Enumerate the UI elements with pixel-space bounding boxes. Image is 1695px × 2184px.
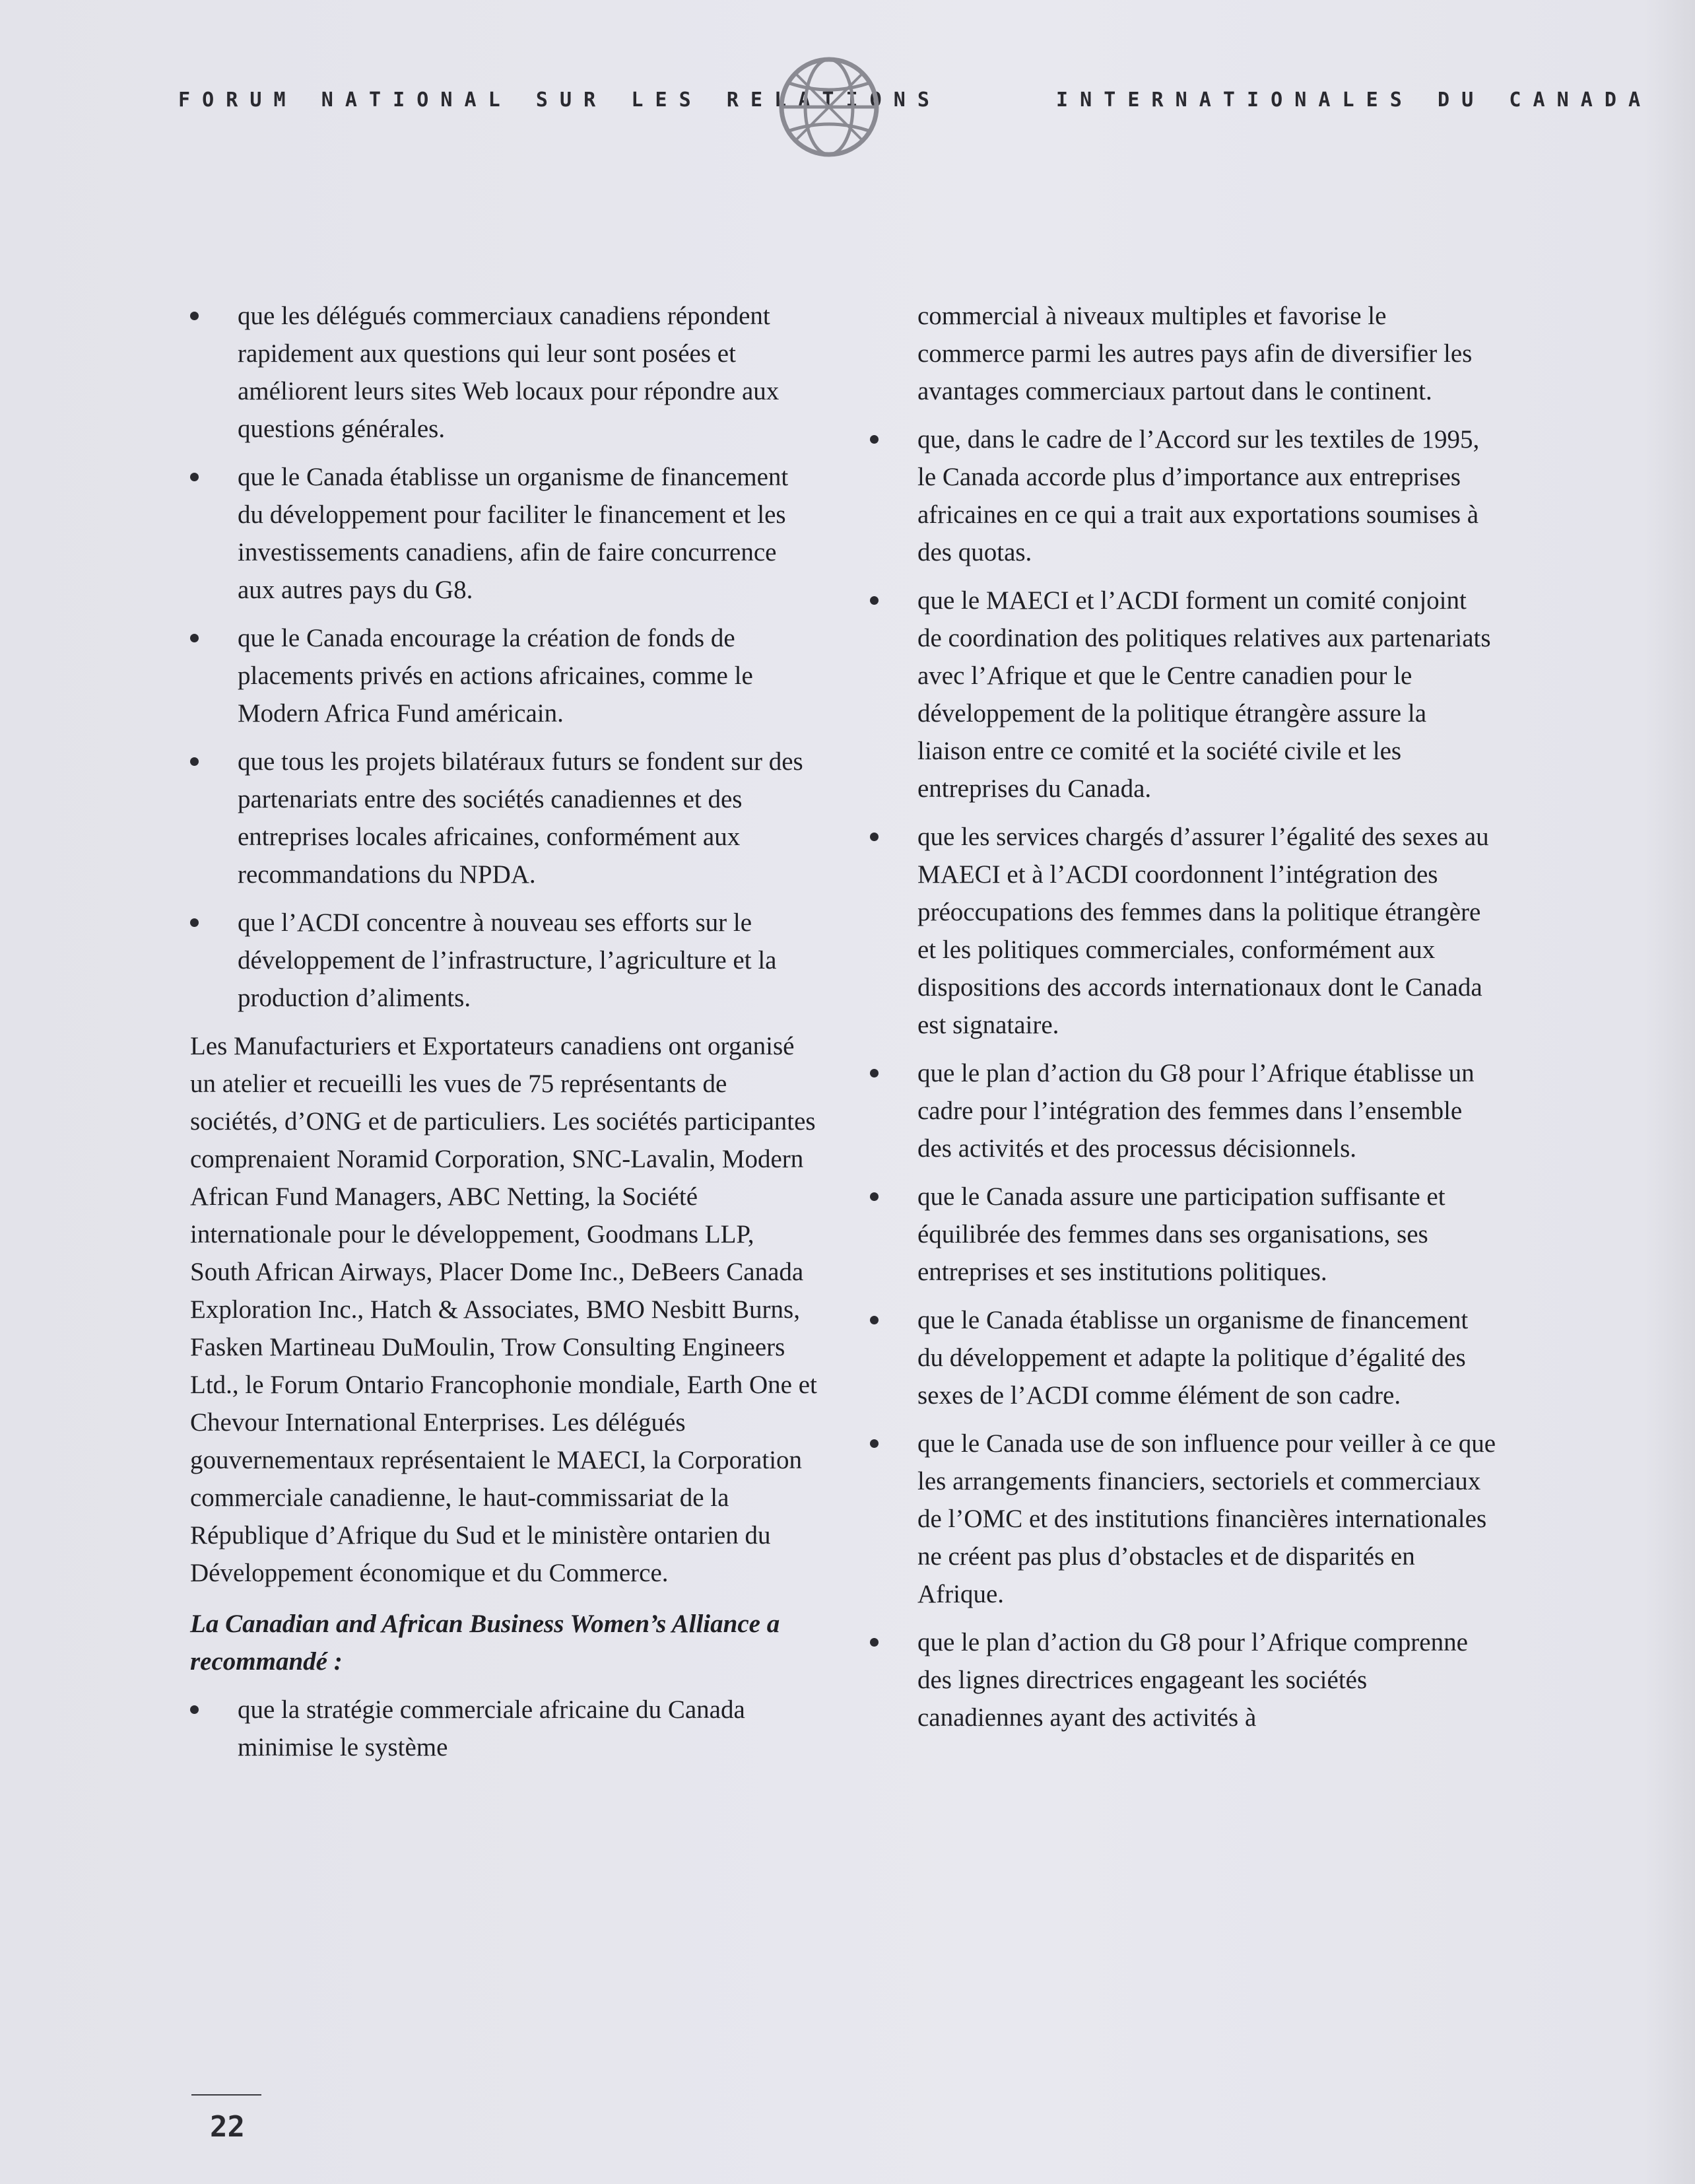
list-item: que le plan d’action du G8 pour l’Afrique établisse un cadre pour l’intégration des femmes dans l’ensemble des activités et des processus décisionnels. xyxy=(870,1054,1497,1167)
recommendation-list xyxy=(190,297,817,1017)
bullet-icon xyxy=(870,596,879,605)
bullet-icon xyxy=(870,1069,879,1077)
recommendation-list xyxy=(870,421,1497,1736)
right-column xyxy=(870,297,1497,1747)
bullet-icon xyxy=(190,473,199,481)
list-item: que les services chargés d’assurer l’égalité des sexes au MAECI et à l’ACDI coordonnent l’intégration des préoccupations des femmes dans la politique étrangère et les politiques commerciales, conformément aux dispositions des accords internationaux dont le Canada est signataire. xyxy=(870,818,1497,1044)
list-item: que le Canada assure une participation suffisante et équilibrée des femmes dans ses organisations, ses entreprises et ses institutions politiques. xyxy=(870,1178,1497,1291)
body-paragraph: Les Manufacturiers et Exportateurs canadiens ont organisé un atelier et recueilli les vues de 75 représentants de sociétés, d’ONG et de particuliers. Les sociétés participantes comprenaient Noramid Corporation, SNC-Lavalin, Modern African Fund Managers, ABC Netting, la Société internationale pour le développement, Goodmans LLP, South African Airways, Placer Dome Inc., DeBeers Canada Exploration Inc., Hatch & Associates, BMO Nesbitt Burns, Fasken Martineau DuMoulin, Trow Consulting Engineers Ltd., le Forum Ontario Francophonie mondiale, Earth One et Chevour International Enterprises. Les délégués gouvernementaux représentaient le MAECI, la Corporation commerciale canadienne, le haut-commissariat de la République d’Afrique du Sud et le ministère ontarien du Développement économique et du Commerce. xyxy=(190,1032,817,1587)
bullet-icon xyxy=(190,634,199,642)
list-item: que le Canada use de son influence pour veiller à ce que les arrangements financiers, sectoriels et commerciaux de l’OMC et des institutions financières internationales ne créent pas plus d’obstacles et de disparités en Afrique. xyxy=(870,1425,1497,1613)
left-column xyxy=(190,297,817,1777)
continued-text: commercial à niveaux multiples et favorise le commerce parmi les autres pays afin de diversifier les avantages commerciaux partout dans le continent. xyxy=(917,302,1473,405)
bullet-icon xyxy=(190,757,199,766)
header-right-text: I N T E R N A T I O N A L E S D U C A N A D A xyxy=(1056,88,1641,112)
bullet-icon xyxy=(870,1439,879,1448)
list-item: que la stratégie commerciale africaine du Canada minimise le système xyxy=(190,1691,817,1766)
list-item: que tous les projets bilatéraux futurs se fondent sur des partenariats entre des sociétés canadiennes et des entreprises locales africaines, conformément aux recommandations du NPDA. xyxy=(190,743,817,893)
list-item: que le MAECI et l’ACDI forment un comité conjoint de coordination des politiques relatives aux partenariats avec l’Afrique et que le Centre canadien pour le développement de la politique étrangère assure la liaison entre ce comité et la société civile et les entreprises du Canada. xyxy=(870,582,1497,807)
recommendation-list xyxy=(190,1691,817,1766)
list-item: que le Canada établisse un organisme de financement du développement pour faciliter le financement et les investissements canadiens, afin de faire concurrence aux autres pays du G8. xyxy=(190,458,817,609)
list-item: que les délégués commerciaux canadiens répondent rapidement aux questions qui leur sont posées et améliorent leurs sites Web locaux pour répondre aux questions générales. xyxy=(190,297,817,448)
section-heading: La Canadian and African Business Women’s Alliance a recommandé : xyxy=(190,1610,780,1676)
list-item: que l’ACDI concentre à nouveau ses efforts sur le développement de l’infrastructure, l’agriculture et la production d’aliments. xyxy=(190,904,817,1017)
bullet-icon xyxy=(870,1316,879,1324)
bullet-icon xyxy=(190,312,199,320)
header-left-text: F O R U M N A T I O N A L S U R L E S R E L A T I O N S xyxy=(178,88,929,112)
list-item: que le Canada établisse un organisme de financement du développement et adapte la politique d’égalité des sexes de l’ACDI comme élément de son cadre. xyxy=(870,1301,1497,1414)
page-number: 22 xyxy=(210,2110,245,2144)
list-item: que le plan d’action du G8 pour l’Afrique comprenne des lignes directrices engageant les sociétés canadiennes ayant des activités à xyxy=(870,1623,1497,1736)
bullet-icon xyxy=(190,1705,199,1714)
list-item: que le Canada encourage la création de fonds de placements privés en actions africaines, comme le Modern Africa Fund américain. xyxy=(190,619,817,732)
bullet-icon xyxy=(870,1192,879,1201)
bullet-icon xyxy=(190,918,199,927)
bullet-icon xyxy=(870,833,879,841)
bullet-icon xyxy=(870,1638,879,1647)
globe-logo-icon xyxy=(776,54,882,160)
list-item: que, dans le cadre de l’Accord sur les textiles de 1995, le Canada accorde plus d’importance aux entreprises africaines en ce qui a trait aux exportations soumises à des quotas. xyxy=(870,421,1497,571)
footer-rule xyxy=(191,2094,261,2096)
bullet-icon xyxy=(870,435,879,444)
